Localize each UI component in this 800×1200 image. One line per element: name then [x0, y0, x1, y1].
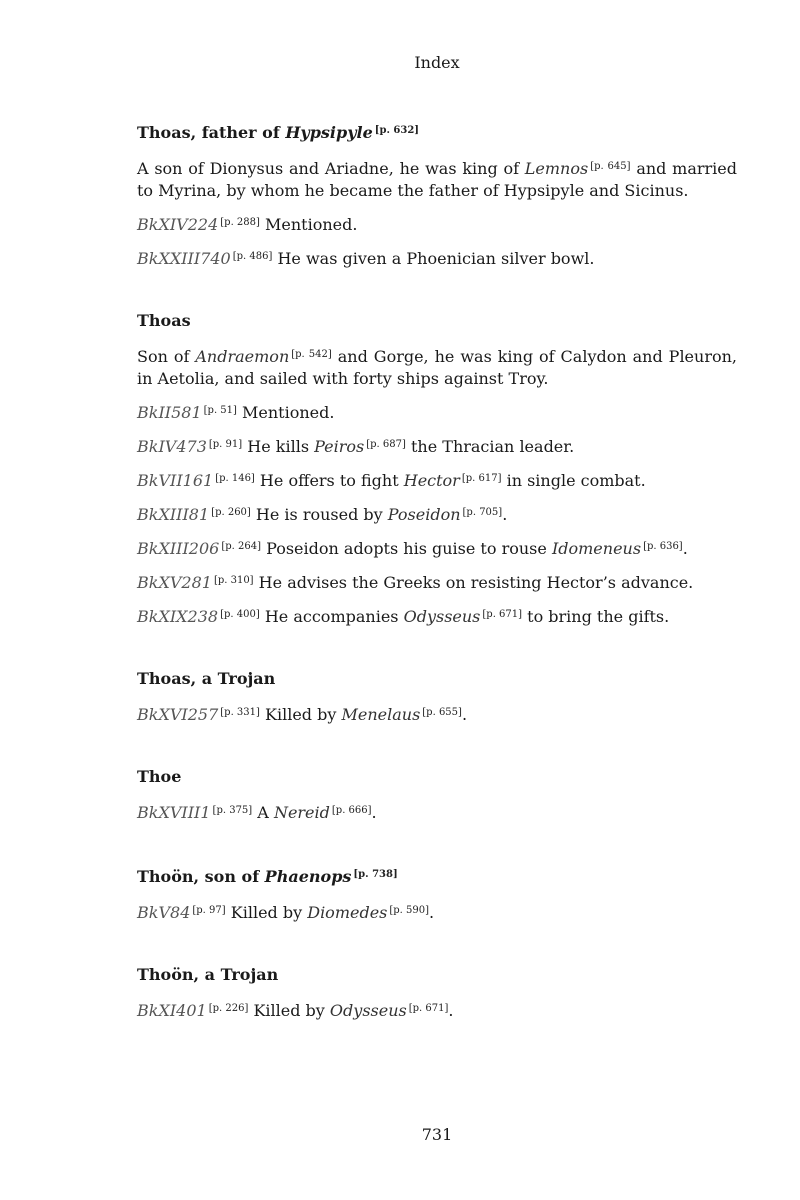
- entry-description: [137, 344, 737, 390]
- entry-text: and Gorge, he was king of Calydon and Pleuron, in Aetolia, and sailed with forty ships against Troy.: [137, 347, 738, 388]
- reference-line: [137, 570, 737, 594]
- entry-text: .: [448, 1001, 454, 1020]
- entry-text: .: [682, 539, 688, 558]
- entry-text: Killed by: [248, 1001, 330, 1020]
- entry-text: He offers to fight: [254, 471, 404, 490]
- entry-text: Son of: [137, 347, 196, 366]
- index-entry: [137, 668, 737, 726]
- page-reference-link[interactable]: [p. 671]: [482, 609, 523, 620]
- page-number: 731: [421, 1125, 453, 1144]
- page-reference-link[interactable]: [p. 97]: [192, 905, 226, 916]
- book-reference-link[interactable]: BkVII161: [137, 471, 214, 490]
- page-reference-link[interactable]: [p. 671]: [408, 1003, 449, 1014]
- page-reference-link[interactable]: [p. 375]: [212, 805, 253, 816]
- entry-title-text: Thoön, son of: [137, 867, 265, 886]
- index-entry: [137, 120, 737, 270]
- entry-text: He accompanies: [259, 607, 404, 626]
- entry-text: He was given a Phoenician silver bowl.: [272, 249, 595, 268]
- name-link[interactable]: Andraemon: [195, 347, 290, 366]
- index-entry: [137, 864, 737, 924]
- entry-text: .: [429, 903, 435, 922]
- name-link[interactable]: Odysseus: [403, 607, 481, 626]
- index-entry: [137, 310, 737, 628]
- page-reference-link[interactable]: [p. 310]: [213, 575, 254, 586]
- entry-text: A: [252, 803, 274, 822]
- page-reference-link[interactable]: [p. 51]: [203, 405, 237, 416]
- page-reference-link[interactable]: [p. 146]: [215, 473, 255, 484]
- name-link[interactable]: Poseidon: [387, 505, 461, 524]
- name-link[interactable]: Lemnos: [524, 159, 589, 178]
- index-entry: [137, 766, 737, 824]
- entry-text: .: [461, 705, 468, 724]
- entry-text: to bring the gifts.: [522, 607, 670, 626]
- reference-line: [137, 900, 737, 924]
- entry-text: .: [502, 505, 508, 524]
- page-reference-link[interactable]: [p. 288]: [220, 217, 260, 228]
- page-reference-link[interactable]: [p. 632]: [374, 125, 420, 136]
- reference-line: [137, 536, 737, 560]
- book-reference-link[interactable]: BkXV281: [137, 573, 212, 592]
- entry-title: [137, 120, 737, 144]
- page-reference-link[interactable]: [p. 331]: [220, 707, 260, 718]
- entry-text: Mentioned.: [259, 215, 358, 234]
- entry-text: He advises the Greeks on resisting Hector’s advance.: [253, 573, 694, 592]
- page-reference-link[interactable]: [p. 226]: [208, 1003, 249, 1014]
- entry-title-name: Phaenops: [264, 867, 352, 886]
- reference-line: [137, 212, 737, 236]
- name-link[interactable]: Idomeneus: [551, 539, 642, 558]
- entry-title: [137, 766, 737, 788]
- page-reference-link[interactable]: [p. 645]: [590, 161, 631, 172]
- page-reference-link[interactable]: [p. 687]: [366, 439, 406, 450]
- reference-line: [137, 604, 737, 628]
- entry-title: [137, 668, 737, 690]
- page-reference-link[interactable]: [p. 264]: [221, 541, 261, 552]
- entry-title-text: Thoe: [137, 767, 182, 786]
- book-reference-link[interactable]: BkII581: [137, 403, 202, 422]
- entry-title: [137, 864, 737, 888]
- entry-text: Killed by: [225, 903, 308, 922]
- page-reference-link[interactable]: [p. 666]: [331, 805, 372, 816]
- name-link[interactable]: Menelaus: [341, 705, 421, 724]
- reference-line: [137, 502, 737, 526]
- entry-title-text: Thoas, a Trojan: [137, 669, 276, 688]
- index-entry: [137, 964, 737, 1022]
- reference-line: [137, 800, 737, 824]
- name-link[interactable]: Peiros: [314, 437, 365, 456]
- reference-line: [137, 400, 737, 424]
- entry-text: He kills: [242, 437, 315, 456]
- entry-text: Poseidon adopts his guise to rouse: [261, 539, 552, 558]
- entry-text: and married to Myrina, by whom he became the father of Hypsipyle and Sicinus.: [137, 159, 738, 200]
- entry-title-text: Thoön, a Trojan: [137, 965, 279, 984]
- reference-line: [137, 434, 737, 458]
- book-reference-link[interactable]: BkXIV224: [137, 215, 219, 234]
- reference-line: [137, 998, 737, 1022]
- running-header: Index: [414, 53, 460, 72]
- name-link[interactable]: Hector: [403, 471, 460, 490]
- index-content: [137, 120, 737, 1062]
- entry-title-text: Thoas: [137, 311, 191, 330]
- book-reference-link[interactable]: BkV84: [137, 903, 191, 922]
- reference-line: [137, 246, 737, 270]
- entry-title: [137, 964, 737, 986]
- book-reference-link[interactable]: BkXI401: [137, 1001, 207, 1020]
- book-reference-link[interactable]: BkXVI257: [137, 705, 219, 724]
- entry-title-name: Hypsipyle: [285, 123, 373, 142]
- entry-text: in single combat.: [501, 471, 646, 490]
- name-link[interactable]: Odysseus: [329, 1001, 407, 1020]
- page-reference-link[interactable]: [p. 655]: [422, 707, 462, 718]
- page-reference-link[interactable]: [p. 738]: [353, 869, 398, 880]
- book-reference-link[interactable]: BkXIX238: [137, 607, 219, 626]
- book-reference-link[interactable]: BkIV473: [137, 437, 207, 456]
- entry-text: Killed by: [259, 705, 342, 724]
- book-reference-link[interactable]: BkXIII81: [137, 505, 210, 524]
- page-reference-link[interactable]: [p. 400]: [220, 609, 260, 620]
- reference-line: [137, 468, 737, 492]
- page-reference-link[interactable]: [p. 617]: [461, 473, 502, 484]
- entry-title-text: Thoas, father of: [137, 123, 286, 142]
- page-reference-link[interactable]: [p. 542]: [291, 349, 332, 360]
- page-reference-link[interactable]: [p. 590]: [389, 905, 430, 916]
- page-reference-link[interactable]: [p. 260]: [211, 507, 251, 518]
- page-reference-link[interactable]: [p. 486]: [232, 251, 273, 262]
- reference-line: [137, 702, 737, 726]
- name-link[interactable]: Nereid: [273, 803, 330, 822]
- entry-text: Mentioned.: [236, 403, 335, 422]
- name-link[interactable]: Diomedes: [307, 903, 388, 922]
- book-reference-link[interactable]: BkXXIII740: [137, 249, 231, 268]
- entry-text: .: [371, 803, 377, 822]
- page-reference-link[interactable]: [p. 91]: [208, 439, 243, 450]
- entry-text: the Thracian leader.: [405, 437, 575, 456]
- book-reference-link[interactable]: BkXIII206: [137, 539, 220, 558]
- page-reference-link[interactable]: [p. 636]: [643, 541, 683, 552]
- entry-text: He is roused by: [250, 505, 388, 524]
- entry-text: A son of Dionysus and Ariadne, he was king of: [137, 159, 525, 178]
- book-reference-link[interactable]: BkXVIII1: [137, 803, 211, 822]
- entry-description: [137, 156, 737, 202]
- page-reference-link[interactable]: [p. 705]: [462, 507, 503, 518]
- entry-title: [137, 310, 737, 332]
